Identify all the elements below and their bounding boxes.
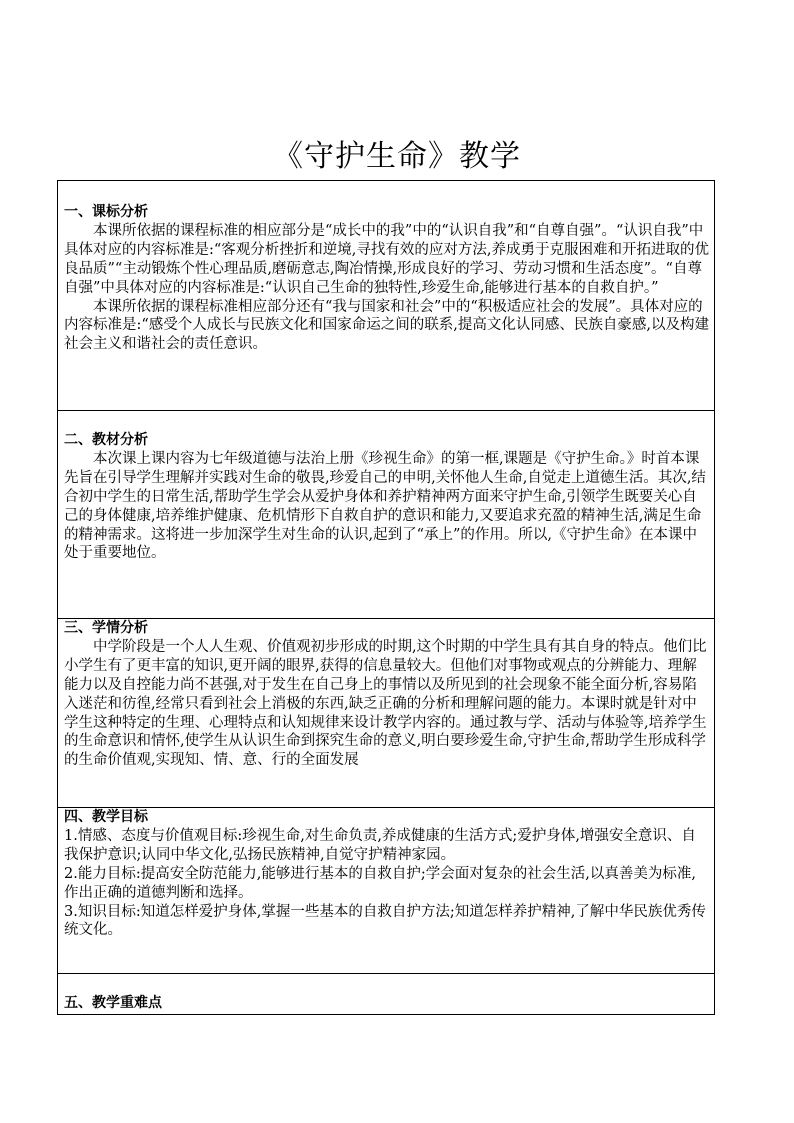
section-cell (58, 181, 715, 411)
section-student-analysis (58, 619, 715, 808)
section-heading: 五、教学重难点 (64, 995, 162, 1011)
section-paragraph: 本课所依据的课程标准的相应部分是“成长中的我”中的“认识自我”和“自尊自强”。“认识自我”中具体对应的内容标准是:“客观分析挫折和逆境,寻找有效的应对方法,养成勇于克服困难和开拓进取的优良品质”“主动锻炼个性心理品质,磨砺意志,陶冶情操,形成良好的学习、劳动习惯和生活态度”。“自尊自强”中具体对应的内容标准是:“认识自己生命的独特性,珍爱生命,能够进行基本的自救自护。” (64, 222, 710, 296)
section-heading: 二、教材分析 (64, 432, 148, 448)
section-cell (58, 411, 715, 619)
section-teaching-objectives (58, 808, 715, 974)
section-cell (58, 619, 715, 808)
lesson-plan-table (57, 180, 715, 1015)
section-key-difficulties (58, 974, 715, 1015)
section-heading: 一、课标分析 (64, 204, 148, 220)
section-paragraph: 中学阶段是一个人人生观、价值观初步形成的时期,这个时期的中学生具有其自身的特点。他们比小学生有了更丰富的知识,更开阔的眼界,获得的信息量较大。但他们对事物或观点的分辨能力、理解能力以及自控能力尚不甚强,对于发生在自己身上的事情以及所见到的社会现象不能全面分析,容易陷入迷茫和彷徨,经常只看到社会上消极的东西,缺乏正确的分析和理解问题的能力。本课时就是针对中学生这种特定的生理、心理特点和认知规律来设计教学内容的。通过教与学、活动与体验等,培养学生的生命意识和情怀,使学生从认识生命到探究生命的意义,明白要珍爱生命,守护生命,帮助学生形成科学的生命价值观,实现知、情、意、行的全面发展 (64, 638, 707, 769)
section-paragraph: 2.能力目标:提高安全防范能力,能够进行基本的自救自护;学会面对复杂的社会生活,以真善美为标准,作出正确的道德判断和选择。 (64, 865, 696, 901)
section-paragraph: 本次课上课内容为七年级道德与法治上册《珍视生命》的第一框,课题是《守护生命。》时首本课先旨在引导学生理解并实践对生命的敬畏,珍爱自己的申明,关怀他人生命,自觉走上道德生活。其次,结合初中学生的日常生活,帮助学生学会从爱护身体和养护精神两方面来守护生命,引领学生既要关心自己的身体健康,培养维护健康、危机情形下自救自护的意识和能力,又要追求充盈的精神生活,满足生命的精神需求。这将进一步加深学生对生命的认识,起到了“承上”的作用。所以,《守护生命》在本课中处于重要地位。 (64, 450, 706, 562)
section-textbook-analysis (58, 411, 715, 619)
section-cell (58, 808, 715, 974)
section-paragraph: 3.知识目标:知道怎样爱护身体,掌握一些基本的自救自护方法;知道怎样养护精神,了解中华民族优秀传统文化。 (64, 903, 706, 939)
section-paragraph: 本课所依据的课程标准相应部分还有“我与国家和社会”中的“积极适应社会的发展”。具体对应的内容标准是:“感受个人成长与民族文化和国家命运之间的联系,提高文化认同感、民族自豪感,以及构建社会主义和谐社会的责任意识。 (64, 298, 710, 353)
section-heading: 四、教学目标 (64, 809, 148, 825)
document-title: 《守护生命》教学 (273, 139, 521, 174)
section-cell (58, 974, 715, 1015)
section-paragraph: 1.情感、态度与价值观目标:珍视生命,对生命负责,养成健康的生活方式;爱护身体,增强安全意识、自我保护意识;认同中华文化,弘扬民族精神,自觉守护精神家园。 (64, 827, 696, 863)
section-curriculum-analysis (58, 181, 715, 411)
section-heading: 三、学情分析 (64, 620, 148, 636)
